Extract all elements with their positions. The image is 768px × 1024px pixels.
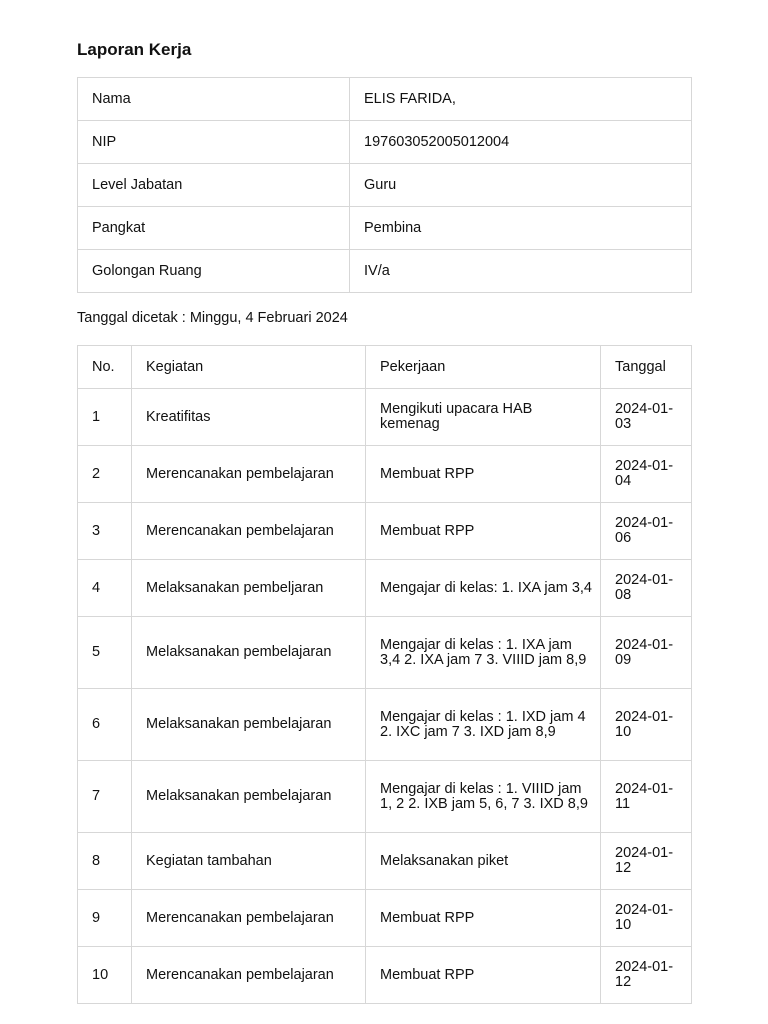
page-title: Laporan Kerja — [77, 40, 192, 59]
cell-pekerjaan: Mengajar di kelas : 1. IXD jam 4 2. IXC jam 7 3. IXD jam 8,9 — [366, 689, 601, 761]
table-row — [78, 761, 692, 833]
cell-no: 1 — [78, 389, 132, 446]
info-row-level-jabatan — [78, 164, 692, 207]
info-row-pangkat — [78, 207, 692, 250]
info-label: Nama — [78, 78, 350, 121]
table-row — [78, 389, 692, 446]
cell-no: 9 — [78, 890, 132, 947]
cell-tanggal: 2024-01-10 — [601, 890, 692, 947]
info-row-golongan-ruang — [78, 250, 692, 293]
employee-info-table — [77, 77, 692, 293]
cell-no: 7 — [78, 761, 132, 833]
cell-tanggal: 2024-01-06 — [601, 503, 692, 560]
cell-kegiatan: Merencanakan pembelajaran — [132, 947, 366, 1004]
info-label: Level Jabatan — [78, 164, 350, 207]
cell-tanggal: 2024-01-12 — [601, 833, 692, 890]
info-value: Guru — [350, 164, 692, 207]
cell-pekerjaan: Membuat RPP — [366, 890, 601, 947]
cell-pekerjaan: Membuat RPP — [366, 503, 601, 560]
table-row — [78, 446, 692, 503]
cell-pekerjaan: Membuat RPP — [366, 947, 601, 1004]
cell-no: 4 — [78, 560, 132, 617]
cell-kegiatan: Merencanakan pembelajaran — [132, 890, 366, 947]
cell-tanggal: 2024-01-10 — [601, 689, 692, 761]
activities-table — [77, 345, 692, 1004]
table-row — [78, 617, 692, 689]
cell-tanggal: 2024-01-11 — [601, 761, 692, 833]
cell-pekerjaan: Mengikuti upacara HAB kemenag — [366, 389, 601, 446]
info-label: Pangkat — [78, 207, 350, 250]
cell-no: 8 — [78, 833, 132, 890]
table-row — [78, 560, 692, 617]
cell-kegiatan: Kegiatan tambahan — [132, 833, 366, 890]
cell-kegiatan: Kreatifitas — [132, 389, 366, 446]
cell-pekerjaan: Mengajar di kelas : 1. IXA jam 3,4 2. IXA jam 7 3. VIIID jam 8,9 — [366, 617, 601, 689]
cell-no: 6 — [78, 689, 132, 761]
cell-tanggal: 2024-01-03 — [601, 389, 692, 446]
activities-header-row — [78, 346, 692, 389]
cell-kegiatan: Merencanakan pembelajaran — [132, 446, 366, 503]
cell-no: 5 — [78, 617, 132, 689]
cell-kegiatan: Melaksanakan pembelajaran — [132, 761, 366, 833]
info-value: IV/a — [350, 250, 692, 293]
info-row-nama — [78, 78, 692, 121]
cell-tanggal: 2024-01-04 — [601, 446, 692, 503]
cell-no: 10 — [78, 947, 132, 1004]
table-row — [78, 689, 692, 761]
info-value: Pembina — [350, 207, 692, 250]
info-value: ELIS FARIDA, — [350, 78, 692, 121]
column-header-pekerjaan: Pekerjaan — [366, 346, 601, 389]
column-header-tanggal: Tanggal — [601, 346, 692, 389]
info-label: NIP — [78, 121, 350, 164]
column-header-kegiatan: Kegiatan — [132, 346, 366, 389]
info-value: 197603052005012004 — [350, 121, 692, 164]
cell-tanggal: 2024-01-08 — [601, 560, 692, 617]
info-row-nip — [78, 121, 692, 164]
cell-pekerjaan: Mengajar di kelas : 1. VIIID jam 1, 2 2. IXB jam 5, 6, 7 3. IXD 8,9 — [366, 761, 601, 833]
cell-pekerjaan: Mengajar di kelas: 1. IXA jam 3,4 — [366, 560, 601, 617]
table-row — [78, 947, 692, 1004]
info-label: Golongan Ruang — [78, 250, 350, 293]
cell-pekerjaan: Melaksanakan piket — [366, 833, 601, 890]
print-date: Tanggal dicetak : Minggu, 4 Februari 2024 — [77, 310, 348, 326]
cell-pekerjaan: Membuat RPP — [366, 446, 601, 503]
cell-kegiatan: Melaksanakan pembelajaran — [132, 617, 366, 689]
cell-kegiatan: Merencanakan pembelajaran — [132, 503, 366, 560]
cell-tanggal: 2024-01-12 — [601, 947, 692, 1004]
column-header-no: No. — [78, 346, 132, 389]
cell-kegiatan: Melaksanakan pembelajaran — [132, 689, 366, 761]
table-row — [78, 503, 692, 560]
cell-tanggal: 2024-01-09 — [601, 617, 692, 689]
cell-kegiatan: Melaksanakan pembeljaran — [132, 560, 366, 617]
table-row — [78, 890, 692, 947]
cell-no: 3 — [78, 503, 132, 560]
table-row — [78, 833, 692, 890]
cell-no: 2 — [78, 446, 132, 503]
